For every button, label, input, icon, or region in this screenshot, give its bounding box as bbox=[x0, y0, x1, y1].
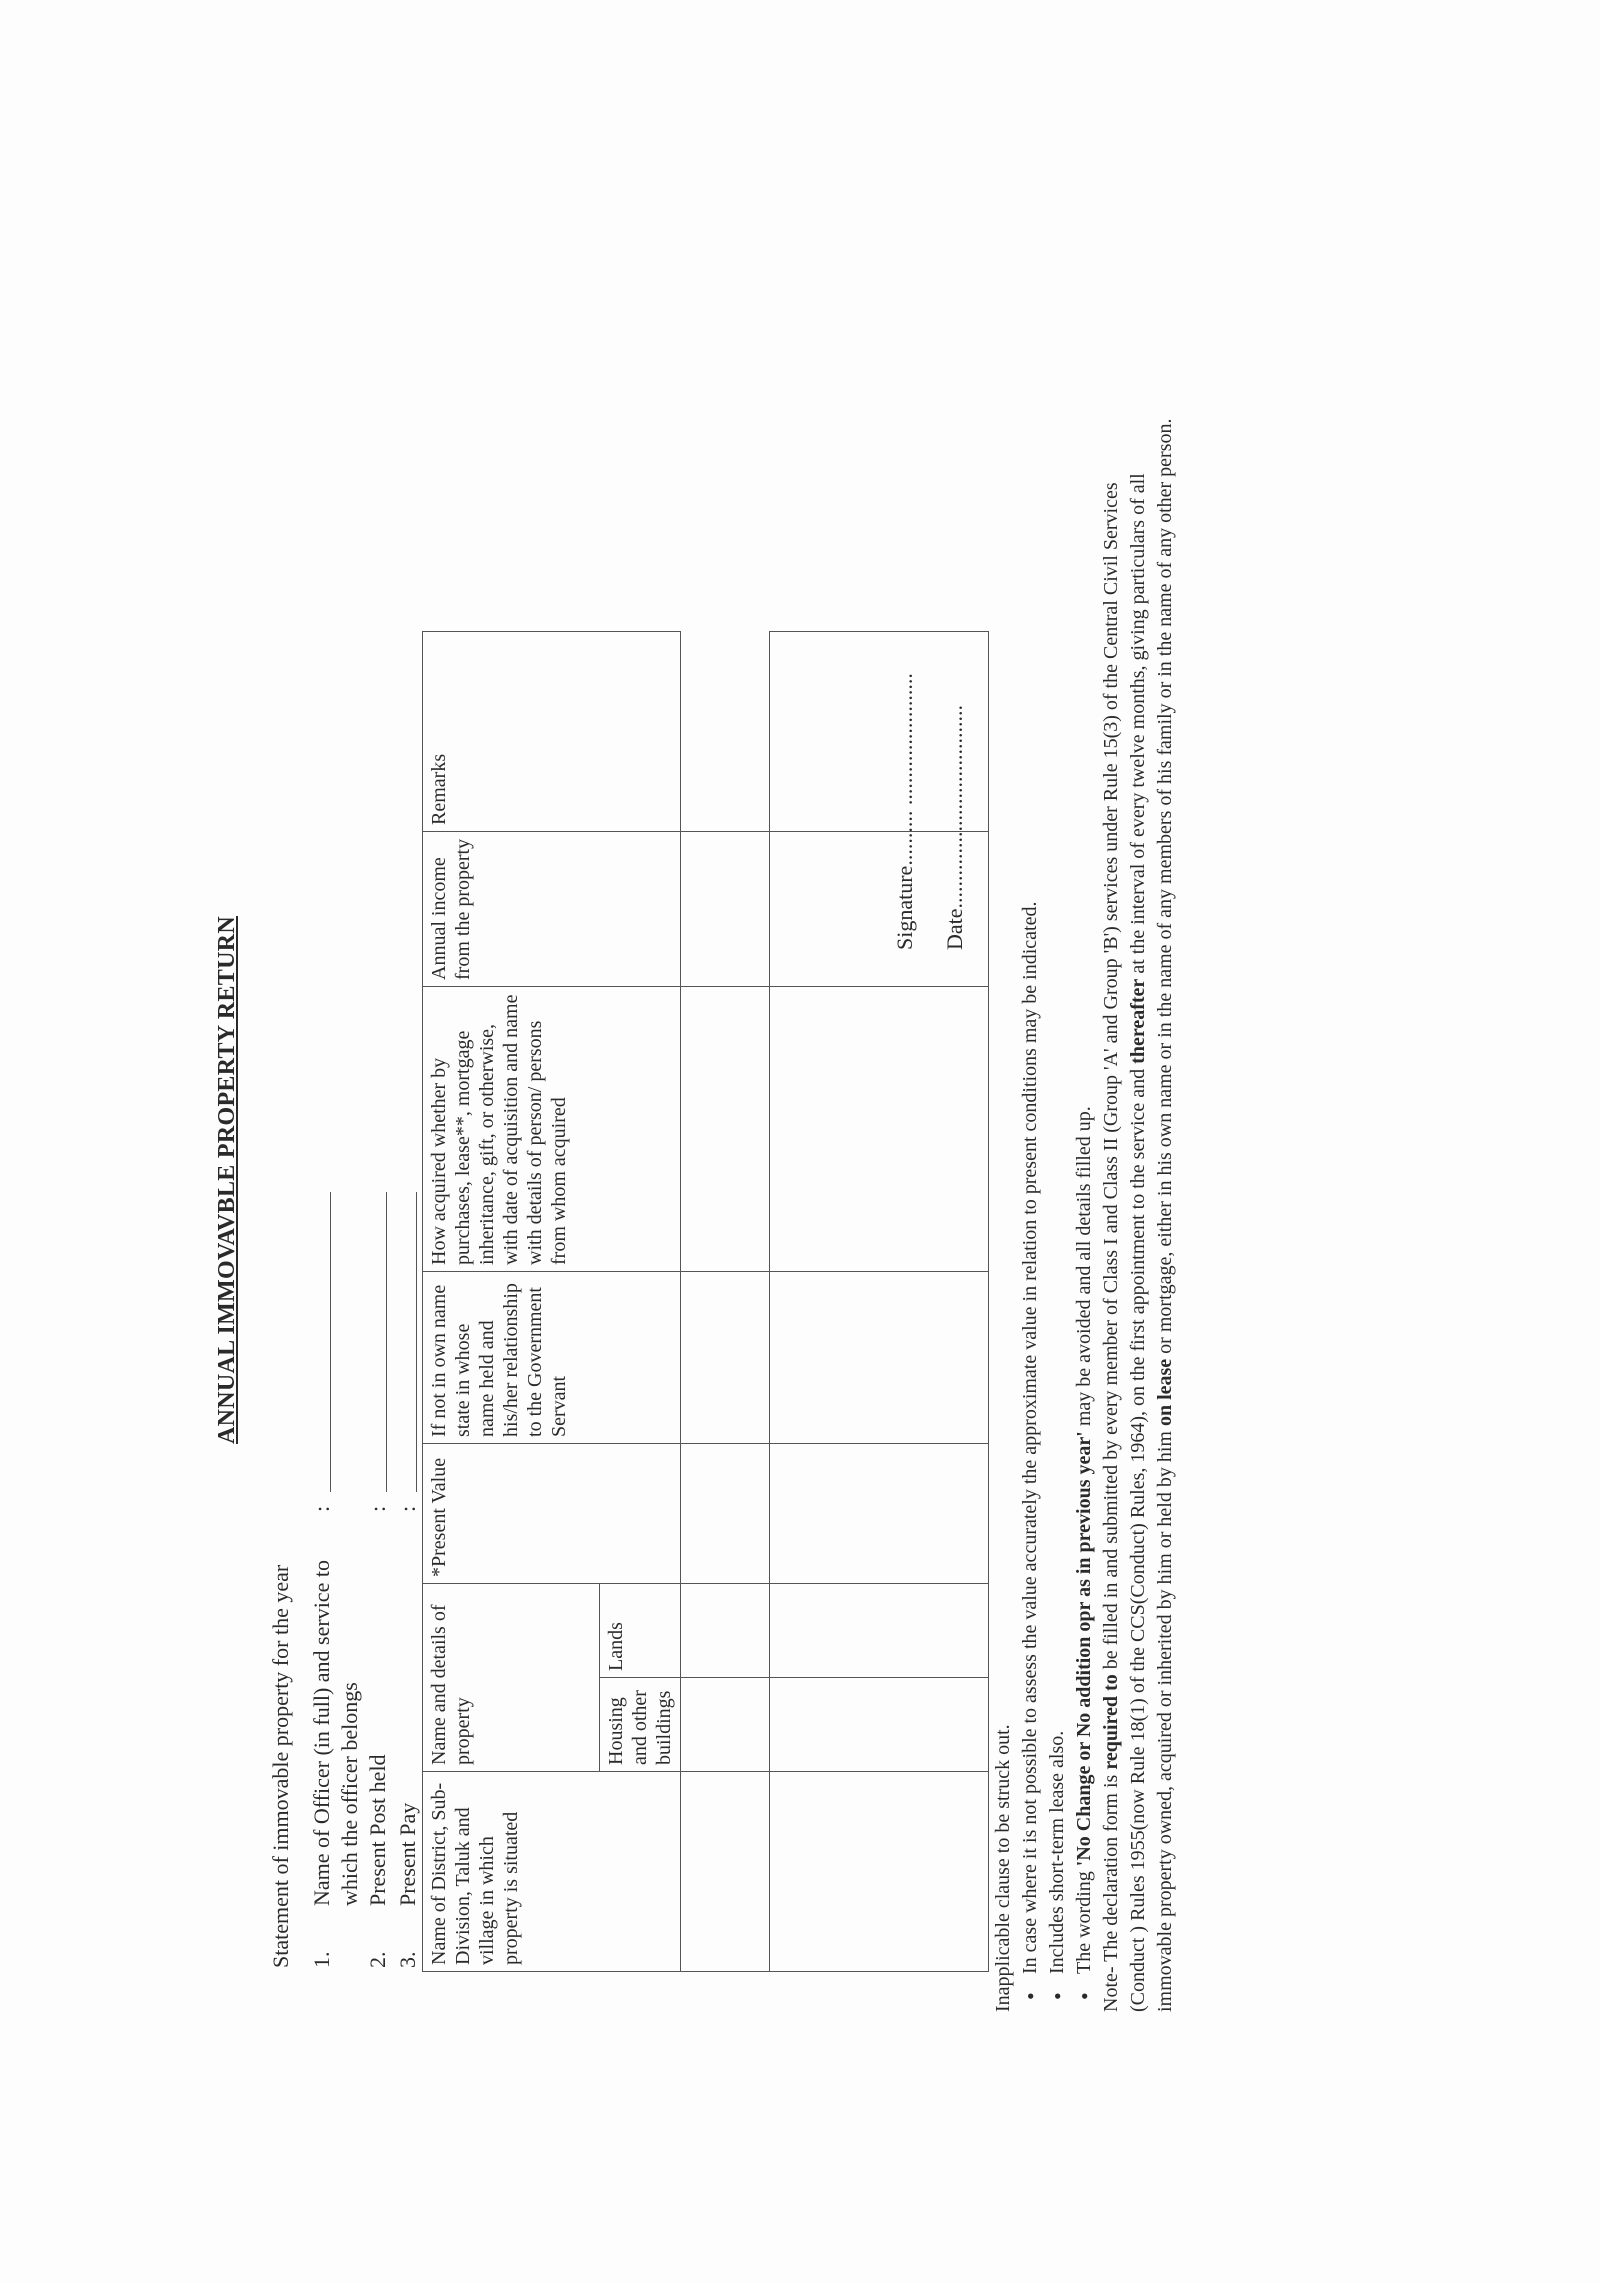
table-cell[interactable] bbox=[770, 1678, 989, 1772]
note-part: or mortgage, either in his own name or in the name of any members of his family or in the name of any other person. bbox=[1154, 418, 1176, 1359]
field-blank-line[interactable] bbox=[330, 1192, 331, 1492]
table-cell[interactable] bbox=[770, 1583, 989, 1677]
header-present-value: *Present Value bbox=[423, 1443, 681, 1583]
field-blank-line[interactable] bbox=[416, 1192, 417, 1492]
table-cell[interactable] bbox=[681, 1271, 770, 1443]
header-how-acquired: How acquired whether by purchases, lease**, mortgage inheritance, gift, or otherwise, with date of acquisition and name with details of person/ persons from whom acquired bbox=[423, 986, 681, 1271]
table-cell[interactable] bbox=[770, 1772, 989, 1972]
field-number: 1. bbox=[309, 1951, 334, 1968]
bullet-wording-bold: 'No Change or No addition opr as in previous year' bbox=[1073, 1431, 1095, 1867]
subheader-housing: Housing and other buildings bbox=[600, 1678, 681, 1772]
bullet-wording-post: may be avoided and all details filled up. bbox=[1073, 1106, 1095, 1432]
table-row bbox=[681, 631, 770, 1971]
intro-text: Statement of immovable property for the year bbox=[268, 1564, 293, 1968]
header-district: Name of District, Sub-Division, Taluk and village in which property is situated bbox=[423, 1772, 681, 1972]
rotated-form-sheet bbox=[150, 370, 1320, 2012]
header-annual-income: Annual income from the property bbox=[423, 831, 681, 986]
field-label: Present Pay bbox=[395, 1802, 420, 1906]
date-line[interactable]: Date..................................... bbox=[942, 704, 967, 950]
field-colon: : bbox=[395, 1505, 420, 1512]
form-title: ANNUAL IMMOVAVBLE PROPERTY RETURN bbox=[214, 916, 240, 1444]
table-cell[interactable] bbox=[681, 1583, 770, 1677]
inapplicable-note: Inapplicable clause to be struck out. bbox=[992, 1724, 1014, 2012]
field-blank-line[interactable] bbox=[386, 1192, 387, 1492]
table-cell[interactable] bbox=[770, 1271, 989, 1443]
note-part: at the interval of every twelve months, giving particulars of all immovable property owned, acquired or inherited by him or held by him bbox=[1127, 473, 1176, 2012]
header-property-details: Name and details of property bbox=[423, 1583, 600, 1771]
table-cell[interactable] bbox=[770, 1443, 989, 1583]
note-part: Note- The declaration form is bbox=[1100, 1769, 1122, 2012]
table-cell[interactable] bbox=[681, 1678, 770, 1772]
table-cell[interactable] bbox=[681, 986, 770, 1271]
bullet-wording bbox=[1071, 412, 1098, 2012]
field-colon: : bbox=[309, 1505, 334, 1512]
field-colon: : bbox=[365, 1505, 390, 1512]
note-bold-part: thereafter bbox=[1127, 978, 1149, 1064]
signature-line[interactable]: Signature.......... ........................ bbox=[892, 673, 917, 950]
declaration-note bbox=[1098, 412, 1179, 2012]
field-number: 2. bbox=[365, 1951, 390, 1968]
table-cell[interactable] bbox=[770, 986, 989, 1271]
header-remarks: Remarks bbox=[423, 631, 681, 831]
bullet-wording-pre: The wording bbox=[1073, 1866, 1095, 1974]
field-label: Name of Officer (in full) and service to which the officer belongs bbox=[309, 1560, 362, 1906]
table-cell[interactable] bbox=[681, 831, 770, 986]
field-label: Present Post held bbox=[365, 1754, 390, 1906]
bullet-short-term-lease: • Includes short-term lease also. bbox=[1044, 412, 1071, 2012]
note-bold-part: on lease bbox=[1154, 1358, 1176, 1427]
note-bold-part: required to bbox=[1100, 1674, 1122, 1770]
bullet-approx-value: • In case where it is not possible to assess the value accurately the approximate value in relation to present conditions may be indicated. bbox=[1017, 412, 1044, 2012]
footnotes bbox=[990, 412, 1179, 2012]
table-cell[interactable] bbox=[681, 1772, 770, 1972]
note-part: be filled in and submitted by every member of Class I and Class II (Group 'A' and Group 'B') services under Rule 15(3) of the Central Civil Services (Conduct ) Rules 1955(now Rule 18(1) of the CCS(Conduct) Rules, 1964), on the first appointment to the service and bbox=[1100, 482, 1149, 2012]
field-number: 3. bbox=[395, 1951, 420, 1968]
header-whose-name: If not in own name state in whose name held and his/her relationship to the Government Servant bbox=[423, 1271, 681, 1443]
table-cell[interactable] bbox=[681, 1443, 770, 1583]
subheader-lands: Lands bbox=[600, 1583, 681, 1677]
